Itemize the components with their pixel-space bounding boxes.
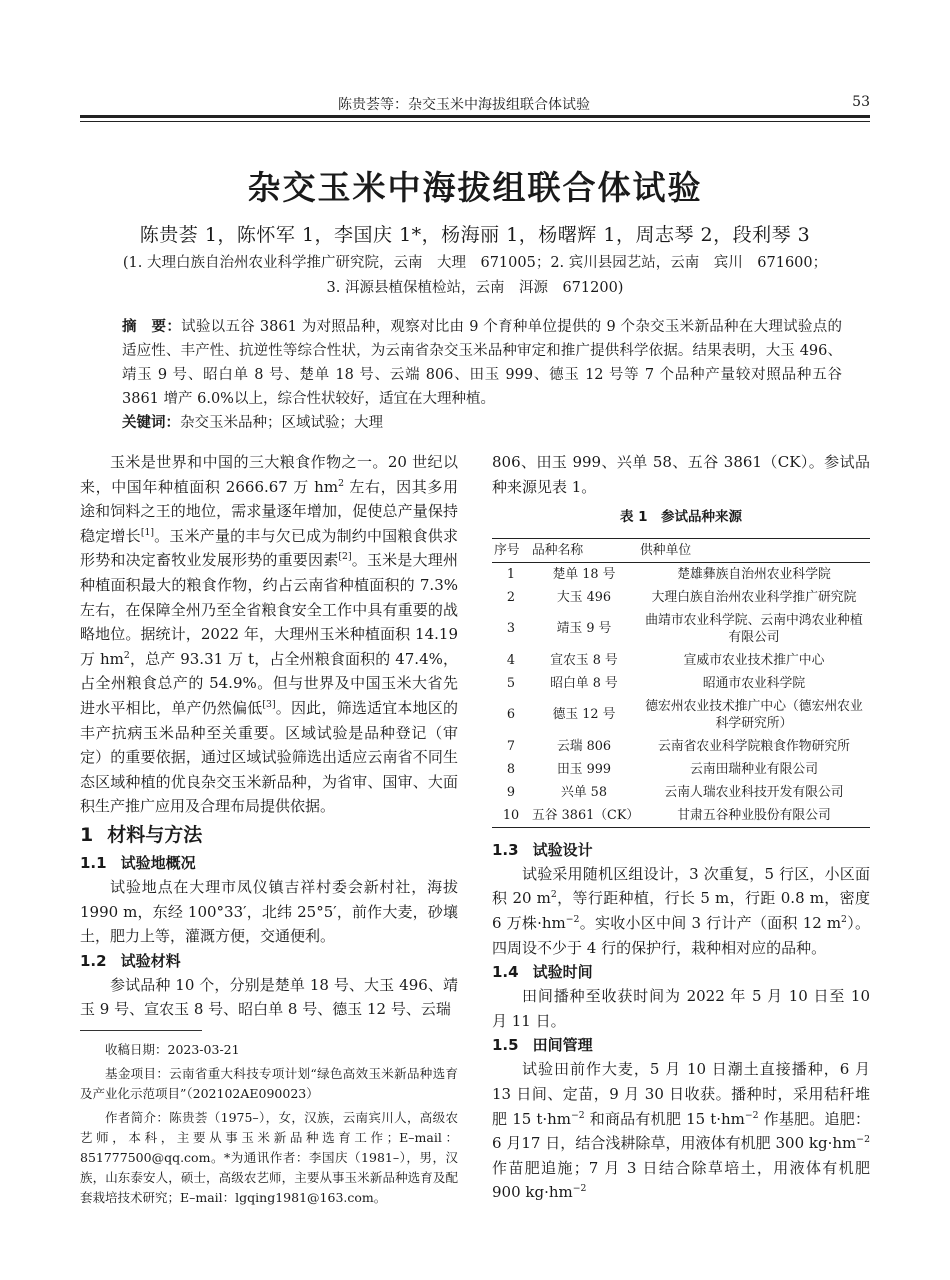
table-header-cell: 品种名称: [530, 538, 638, 562]
citation: [2]: [338, 551, 352, 563]
table-caption: 表 1 参试品种来源: [619, 509, 743, 526]
keywords-text: 杂交玉米品种；区域试验；大理: [180, 415, 383, 431]
table-1: [492, 505, 870, 828]
variety-name-cell: 田玉 999: [556, 761, 612, 777]
right-column: [492, 450, 870, 1205]
row-number-cell: 1: [506, 566, 516, 582]
variety-name-cell: 宣农玉 8 号: [550, 652, 618, 668]
table-row: [492, 695, 870, 735]
materials-paragraph-continued: 806、田玉 999、兴单 58、五谷 3861（CK）。参试品种来源见表 1。: [492, 453, 870, 496]
table-row: [492, 586, 870, 609]
table-row: [492, 649, 870, 672]
section-heading-1: 1 材料与方法: [80, 823, 203, 846]
supplier-cell: 云南省农业科学院粮食作物研究所: [658, 738, 850, 754]
footnote-fund: 基金项目：云南省重大科技专项计划“绿色高效玉米新品种选育及产业化示范项目”（202102AE090023）: [80, 1066, 458, 1101]
header-rule-thin: [80, 121, 870, 122]
supplier-cell: 大理白族自治州农业科学推广研究院: [651, 589, 857, 605]
row-number-cell: 10: [492, 804, 530, 828]
abstract: [122, 315, 842, 411]
design-paragraph: 试验采用随机区组设计，3 次重复，5 行区，小区面积 20 $m^2$，等行距种植，行长 5 m，行距 0.8 m，密度 6 万株$\cdot hm^{-2}$。实收小区中间 3 行计产（面积 12 $m^2$）。四周设不少于 4 行的保护行，栽种相对应的品种。: [492, 864, 870, 957]
variety-name-cell: 昭白单 8 号: [550, 675, 618, 691]
table-header-cell: 序号: [492, 538, 530, 562]
row-number-cell: 3: [506, 621, 516, 637]
footnote-author-bio: 作者简介：陈贵荟（1975–），女，汉族，云南宾川人，高级农艺师，本科，主要从事玉米新品种选育工作；E–mail：851777500@qq.com。*为通讯作者：李国庆（1981–），男，汉族，山东泰安人，硕士，高级农艺师，主要从事玉米新品种选育及配套栽培技术研究；E–mail：lgqing1981@163.com。: [80, 1110, 458, 1205]
row-number-cell: 7: [506, 738, 516, 754]
supplier-cell: 曲靖市农业科学院、云南中鸿农业种植有限公司: [645, 612, 863, 645]
supplier-cell: 宣威市农业技术推广中心: [683, 652, 825, 668]
row-number-cell: 9: [506, 784, 516, 800]
page-number: 53: [852, 94, 870, 110]
footnote-received: 收稿日期：2023-03-21: [105, 1042, 240, 1057]
variety-name-cell: 靖玉 9 号: [556, 621, 612, 637]
supplier-cell: 云南田瑞种业有限公司: [690, 761, 818, 777]
table-row: [492, 758, 870, 781]
variety-source-table: [492, 538, 870, 828]
table-row: [492, 735, 870, 758]
section-heading-1-4: 1.4 试验时间: [492, 963, 593, 982]
materials-paragraph: 参试品种 10 个，分别是楚单 18 号、大玉 496、靖玉 9 号、宣农玉 8 号、昭白单 8 号、德玉 12 号、云瑞: [80, 975, 458, 1019]
section-heading-1-2: 1.2 试验材料: [80, 951, 181, 970]
management-paragraph: 试验田前作大麦，5 月 10 日潮土直接播种，6 月 13 日间、定苗，9 月 30 日收获。播种时，采用秸秆堆肥 15 $t\cdot hm^{-2}$ 和商品有机肥 15 $t\cdot hm^{-2}$ 作基肥。追肥：6 月17 日，结合浅耕除草，用液体有机肥 300 $kg\cdot hm^{-2}$ 作苗肥追施；7 月 3 日结合除草培土，用液体有机肥 900 $kg\cdot hm^{-2}$: [492, 1060, 870, 1202]
timing-paragraph: 田间播种至收获时间为 2022 年 5 月 10 日至 10 月 11 日。: [492, 987, 870, 1030]
paper-title: 杂交玉米中海拔组联合体试验: [247, 168, 703, 207]
citation: [1]: [140, 526, 154, 538]
affiliation-line-1: (1. 大理白族自治州农业科学推广研究院，云南 大理 671005；2. 宾川县园艺站，云南 宾川 671600；: [122, 255, 828, 271]
variety-name-cell: 楚单 18 号: [552, 566, 616, 582]
footnote-rule: [80, 1030, 202, 1031]
table-row: [492, 672, 870, 695]
variety-name-cell: 德玉 12 号: [552, 707, 616, 723]
section-heading-1-5: 1.5 田间管理: [492, 1036, 593, 1055]
section-heading-1-3: 1.3 试验设计: [492, 840, 593, 859]
row-number-cell: 8: [506, 761, 516, 777]
intro-paragraph: 玉米是世界和中国的三大粮食作物之一。20 世纪以来，中国年种植面积 2666.67 万 $hm^2$ 左右，因其多用途和饲料之王的地位，需求量逐年增加，促使总产量保持稳定增长[1]。玉米产量的丰与欠已成为制约中国粮食供求形势和决定畜牧业发展形势的重要因素[2]。玉米是大理州种植面积最大的粮食作物，约占云南省种植面积的 7.3%左右，在保障全州乃至全省粮食安全工作中具有重要的战略地位。据统计，2022 年，大理州玉米种植面积 14.19 万 $hm^2$，总产 93.31 万 t，占全州粮食面积的 47.4%，占全州粮食总产的 54.9%。但与世界及中国玉米大省先进水平相比，单产仍然偏低[3]。因此，筛选适宜本地区的丰产抗病玉米品种至关重要。区域试验是品种登记（审定）的重要依据，通过区域试验筛选出适应云南省不同生态区域种植的优良杂交玉米新品种，为省审、国审、大面积生产推广应用及合理布局提供依据。: [80, 453, 458, 816]
abstract-text: 试验以五谷 3861 为对照品种，观察对比由 9 个育种单位提供的 9 个杂交玉米新品种在大理试验点的适应性、丰产性、抗逆性等综合性状，为云南省杂交玉米品种审定和推广提供科学依据。结果表明，大玉 496、靖玉 9 号、昭白单 8 号、楚单 18 号、云端 806、田玉 999、德玉 12 号等 7 个品种产量较对照品种五谷 3861 增产 6.0%以上，综合性状较好，适宜在大理种植。: [122, 319, 842, 407]
section-heading-1-1: 1.1 试验地概况: [80, 853, 196, 872]
abstract-label: 摘 要：: [122, 319, 182, 335]
variety-name-cell: 大玉 496: [556, 589, 612, 605]
author-list: 陈贵荟 1，陈怀军 1，李国庆 1*，杨海丽 1，杨曙辉 1，周志琴 2，段利琴 3: [139, 224, 811, 246]
variety-name-cell: 兴单 58: [561, 784, 607, 800]
site-paragraph: 试验地点在大理市凤仪镇吉祥村委会新村社，海拔 1990 m，东经 100°33′，北纬 25°5′，前作大麦，砂壤土，肥力上等，灌溉方便，交通便利。: [80, 877, 458, 946]
supplier-cell: 楚雄彝族自治州农业科学院: [677, 566, 831, 582]
footnotes: [80, 1040, 458, 1212]
variety-name-cell: 五谷 3861（CK）: [530, 804, 638, 828]
row-number-cell: 5: [506, 675, 516, 691]
row-number-cell: 2: [506, 589, 516, 605]
row-number-cell: 4: [506, 652, 516, 668]
supplier-cell: 云南人瑞农业科技开发有限公司: [664, 784, 844, 800]
keywords: [122, 411, 842, 435]
keywords-label: 关键词：: [122, 415, 180, 431]
header-rule-thick: [80, 115, 870, 118]
affiliation-line-2: 3. 洱源县植保植检站，云南 洱源 671200): [326, 280, 624, 296]
table-row: [492, 609, 870, 649]
table-row: [492, 562, 870, 586]
citation: [3]: [262, 698, 276, 710]
supplier-cell: 德宏州农业技术推广中心（德宏州农业科学研究所）: [645, 698, 863, 731]
row-number-cell: 6: [506, 707, 516, 723]
table-row: [492, 781, 870, 804]
table-row: [492, 804, 870, 828]
table-header-cell: 供种单位: [638, 538, 870, 562]
supplier-cell: 昭通市农业科学院: [702, 675, 806, 691]
running-title: 陈贵荟等：杂交玉米中海拔组联合体试验: [338, 97, 590, 113]
variety-name-cell: 云瑞 806: [556, 738, 612, 754]
supplier-cell: 甘肃五谷种业股份有限公司: [638, 804, 870, 828]
left-column: [80, 450, 458, 1022]
